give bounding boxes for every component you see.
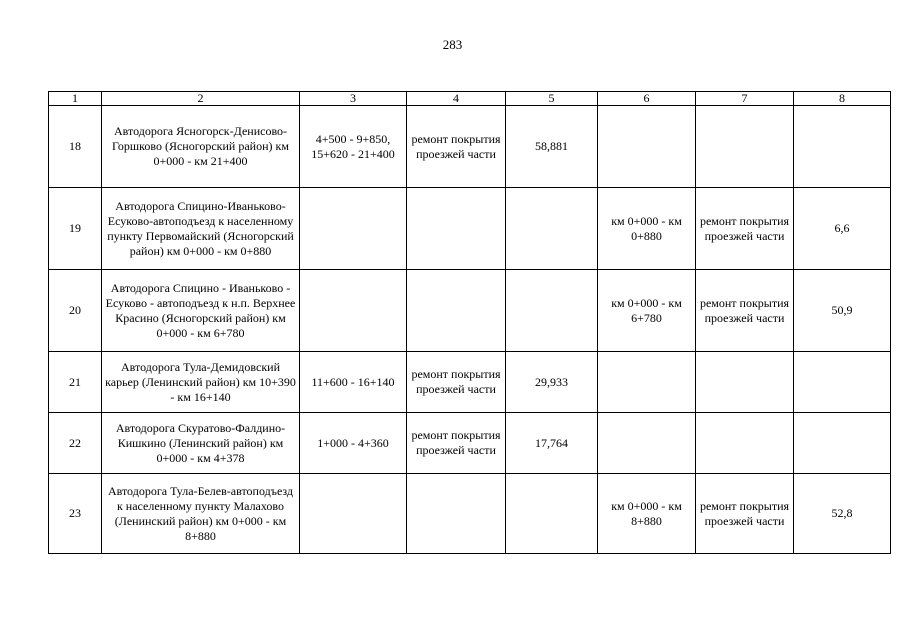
header-row	[49, 92, 891, 106]
value-col5: 29,933	[506, 352, 598, 413]
work-type	[407, 270, 506, 352]
section-range	[300, 474, 407, 554]
table-row	[49, 474, 891, 554]
section-col6: км 0+000 - км 8+880	[598, 474, 696, 554]
row-number: 20	[49, 270, 102, 352]
work-type-col7	[696, 106, 794, 188]
section-range	[300, 270, 407, 352]
row-number: 19	[49, 188, 102, 270]
value-col5	[506, 270, 598, 352]
work-type	[407, 188, 506, 270]
value-col8	[794, 413, 891, 474]
row-number: 22	[49, 413, 102, 474]
section-col6: км 0+000 - км 6+780	[598, 270, 696, 352]
section-col6	[598, 352, 696, 413]
header-cell: 8	[794, 92, 891, 106]
row-number: 18	[49, 106, 102, 188]
road-name: Автодорога Тула-Демидовский карьер (Ленинский район) км 10+390 - км 16+140	[102, 352, 300, 413]
road-name: Автодорога Спицино - Иваньково - Есуково - автоподъезд к н.п. Верхнее Красино (Ясногорский район) км 0+000 - км 6+780	[102, 270, 300, 352]
section-col6	[598, 413, 696, 474]
header-cell: 3	[300, 92, 407, 106]
road-name: Автодорога Спицино-Иваньково-Есуково-автоподъезд к населенному пункту Первомайский (Ясногорский район) км 0+000 - км 0+880	[102, 188, 300, 270]
table-row	[49, 352, 891, 413]
header-cell: 7	[696, 92, 794, 106]
header-cell: 2	[102, 92, 300, 106]
road-name: Автодорога Скуратово-Фалдино-Кишкино (Ленинский район) км 0+000 - км 4+378	[102, 413, 300, 474]
section-col6: км 0+000 - км 0+880	[598, 188, 696, 270]
header-cell: 5	[506, 92, 598, 106]
header-cell: 1	[49, 92, 102, 106]
work-type: ремонт покрытия проезжей части	[407, 352, 506, 413]
row-number: 23	[49, 474, 102, 554]
road-name: Автодорога Тула-Белев-автоподъезд к населенному пункту Малахово (Ленинский район) км 0+000 - км 8+880	[102, 474, 300, 554]
header-cell: 4	[407, 92, 506, 106]
section-col6	[598, 106, 696, 188]
section-range: 11+600 - 16+140	[300, 352, 407, 413]
table-row	[49, 106, 891, 188]
work-type-col7: ремонт покрытия проезжей части	[696, 270, 794, 352]
value-col5: 58,881	[506, 106, 598, 188]
road-name: Автодорога Ясногорск-Денисово-Горшково (Ясногорский район) км 0+000 - км 21+400	[102, 106, 300, 188]
table-row	[49, 270, 891, 352]
value-col8	[794, 106, 891, 188]
header-cell: 6	[598, 92, 696, 106]
work-type-col7: ремонт покрытия проезжей части	[696, 188, 794, 270]
section-range: 4+500 - 9+850, 15+620 - 21+400	[300, 106, 407, 188]
works-table	[48, 91, 891, 554]
work-type: ремонт покрытия проезжей части	[407, 106, 506, 188]
work-type: ремонт покрытия проезжей части	[407, 413, 506, 474]
value-col5	[506, 188, 598, 270]
value-col5: 17,764	[506, 413, 598, 474]
row-number: 21	[49, 352, 102, 413]
work-type-col7	[696, 352, 794, 413]
table-row	[49, 188, 891, 270]
value-col8: 50,9	[794, 270, 891, 352]
work-type-col7	[696, 413, 794, 474]
work-type	[407, 474, 506, 554]
page-number: 283	[442, 37, 463, 52]
section-range: 1+000 - 4+360	[300, 413, 407, 474]
work-type-col7: ремонт покрытия проезжей части	[696, 474, 794, 554]
value-col8	[794, 352, 891, 413]
table-row	[49, 413, 891, 474]
value-col8: 6,6	[794, 188, 891, 270]
value-col5	[506, 474, 598, 554]
section-range	[300, 188, 407, 270]
value-col8: 52,8	[794, 474, 891, 554]
